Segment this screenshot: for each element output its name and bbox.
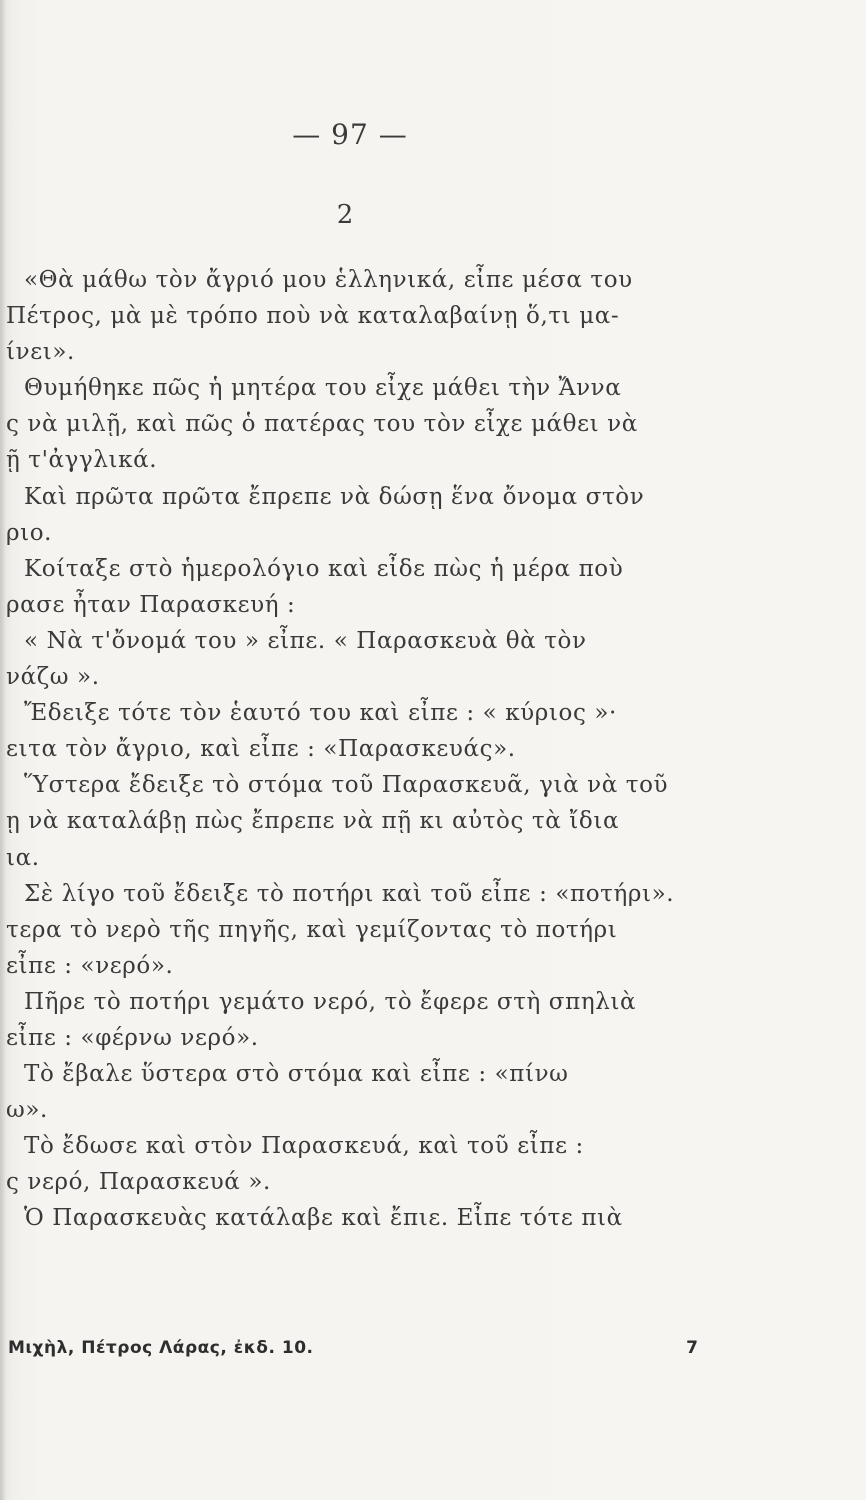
text-line: ω». — [6, 1097, 48, 1124]
text-line: Ὕστερα ἔδειξε τὸ στόμα τοῦ Παρασκευᾶ, γιὰ νὰ τοῦ — [24, 772, 669, 799]
text-line: Πῆρε τὸ ποτήρι γεμάτο νερό, τὸ ἔφερε στὴ σπηλιὰ — [24, 988, 637, 1015]
text-line: Σὲ λίγο τοῦ ἔδειξε τὸ ποτήρι καὶ τοῦ εἶπε : «ποτήρι». — [24, 880, 675, 907]
chapter-number: 2 — [336, 200, 354, 230]
text-line: ειτα τὸν ἄγριο, καὶ εἶπε : «Παρασκευάς». — [6, 736, 516, 763]
text-line: τερα τὸ νερὸ τῆς πηγῆς, καὶ γεμίζοντας τὸ ποτήρι — [6, 916, 618, 943]
footer-title: Μιχὴλ, Πέτρος Λάρας, ἐκδ. 10. — [8, 1338, 314, 1358]
text-line: Τὸ ἔδωσε καὶ στὸν Παρασκευά, καὶ τοῦ εἶπε : — [24, 1133, 584, 1160]
text-line: « Νὰ τ'ὄνομά του » εἶπε. « Παρασκευὰ θὰ τὸν — [24, 627, 587, 654]
text-line: Καὶ πρῶτα πρῶτα ἔπρεπε νὰ δώσῃ ἕνα ὄνομα στὸν — [24, 483, 645, 510]
text-line: εἶπε : «νερό». — [6, 952, 174, 979]
signature-mark: 7 — [686, 1338, 698, 1358]
text-line: εἶπε : «φέρνω νερό». — [6, 1024, 259, 1051]
page-footer — [8, 1338, 708, 1368]
text-line: ς νὰ μιλῇ, καὶ πῶς ὁ πατέρας του τὸν εἶχε μάθει νὰ — [6, 411, 638, 438]
text-line: ῃ νὰ καταλάβῃ πὼς ἔπρεπε νὰ πῇ κι αὐτὸς τὰ ἴδια — [6, 808, 620, 835]
text-line: ρασε ἦταν Παρασκευή : — [6, 591, 296, 618]
text-line: ῇ τ'ἀγγλικά. — [6, 447, 158, 474]
text-line: ια. — [6, 844, 40, 871]
text-line: ς νερό, Παρασκευά ». — [6, 1169, 271, 1196]
text-line: «Θὰ μάθω τὸν ἄγριό μου ἑλληνικά, εἶπε μέσα του — [24, 267, 633, 293]
text-line: Θυμήθηκε πῶς ἡ μητέρα του εἶχε μάθει τὴν Ἄννα — [24, 375, 622, 402]
text-line: Ὁ Παρασκευὰς κατάλαβε καὶ ἔπιε. Εἶπε τότε πιὰ — [24, 1205, 623, 1232]
text-line: Πέτρος, μὰ μὲ τρόπο ποὺ νὰ καταλαβαίνῃ ὅ,τι μα- — [6, 303, 620, 330]
text-line: ίνει». — [6, 339, 75, 366]
text-line: Κοίταξε στὸ ἡμερολόγιο καὶ εἶδε πὼς ἡ μέρα ποὺ — [24, 555, 624, 582]
text-line: Τὸ ἔβαλε ὕστερα στὸ στόμα καὶ εἶπε : «πίνω — [24, 1061, 569, 1088]
text-line: Ἔδειξε τότε τὸν ἑαυτό του καὶ εἶπε : « κύριος »· — [24, 700, 617, 727]
text-line: ριο. — [6, 519, 53, 546]
text-line: νάζω ». — [6, 664, 100, 691]
body-text — [6, 262, 726, 1237]
page-number: — 97 — — [292, 118, 408, 151]
